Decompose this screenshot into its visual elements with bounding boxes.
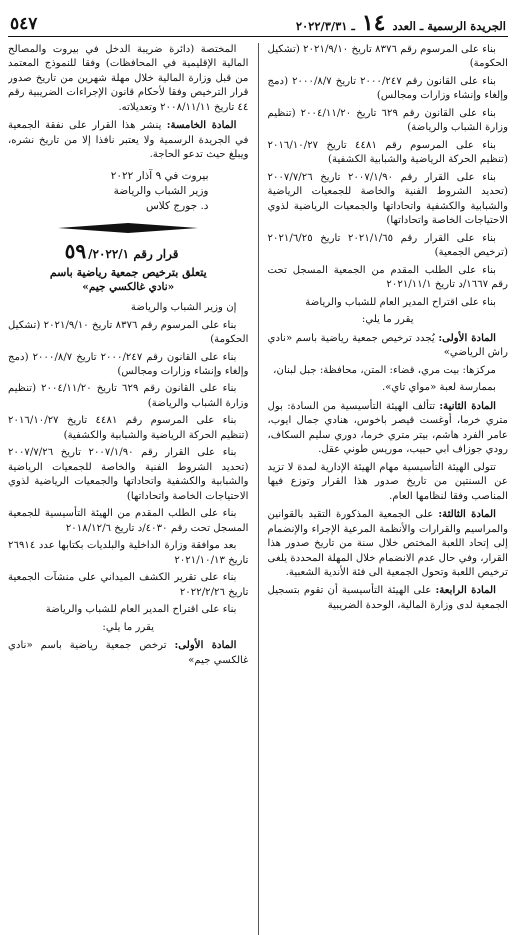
article-paragraph: [268, 331, 509, 361]
left-column: [8, 43, 255, 935]
page-number: ٥٤٧: [10, 14, 38, 34]
paragraph-text: بناء على المرسوم رقم ٤٤٨١ تاريخ ٢٠١٦/١٠/٢٧ (تنظيم الحركة الرياضية والشبابية والكشفية): [8, 415, 249, 441]
paragraph: [8, 43, 249, 115]
paragraph-text: بناء على القرار رقم ٢٠٢١/١/٦٥ تاريخ ٢٠٢١/٦/٢٥ (ترخيص الجمعية): [267, 232, 508, 259]
paragraph-text: ينشر هذا القرار على نفقة الجمعية في الجريدة الرسمية ولا يعتبر نافذا إلا من تاريخ نشره، ويبلغ حيث تدعو الحاجة.: [8, 120, 249, 161]
paragraph-text: بناء على المرسوم رقم ٤٤٨١ تاريخ ٢٠١٦/١٠/٢٧ (تنظيم الحركة الرياضية والشبابية الكشفية): [267, 139, 508, 166]
paragraph-text: بعد موافقة وزارة الداخلية والبلديات بكتابها عدد ٢٦٩١٤ تاريخ ٢٠٢١/١٠/١٣: [8, 540, 249, 566]
paragraph: [8, 539, 249, 568]
signature-name: د. جورج كلاس: [145, 200, 209, 213]
left-column-top: [8, 43, 249, 163]
decision-club-name: «نادي غالكسي جيم»: [82, 281, 175, 294]
decision-subject: يتعلق بترخيص جمعية رياضية باسم: [49, 265, 207, 279]
page-header: [8, 6, 508, 37]
paragraph: [268, 171, 509, 229]
paragraph: [268, 107, 509, 136]
article-paragraph: [268, 583, 509, 613]
signature-role: وزير الشباب والرياضة: [113, 185, 209, 198]
paragraph: [268, 232, 509, 261]
paragraph-text: يقرر ما يلي:: [361, 314, 414, 326]
gazette-name: الجريدة الرسمية ـ العدد: [392, 19, 506, 33]
paragraph: [8, 414, 249, 443]
ornament-divider: [8, 221, 249, 235]
paragraph-text: بناء على المرسوم رقم ٨٣٧٦ تاريخ ٢٠٢١/٩/١٠ (تشكيل الحكومة): [267, 44, 508, 70]
paragraph-text: يقرر ما يلي:: [102, 621, 155, 633]
paragraph-text: بناء على اقتراح المدير العام للشباب والرياضة: [45, 604, 237, 616]
content-columns: [8, 43, 508, 935]
paragraph: [268, 139, 509, 168]
paragraph: [268, 313, 509, 327]
article-label: المادة الثالثة:: [438, 508, 496, 521]
paragraph-text: بناء على القانون رقم ٦٢٩ تاريخ ٢٠٠٤/١١/٢٠ (تنظيم وزارة الشباب والرياضة): [267, 107, 508, 134]
article-paragraph: [8, 638, 249, 668]
paragraph-text: تتولى الهيئة التأسيسية مهام الهيئة الإدارية لمدة لا تزيد عن السنتين من تاريخ صدور هذا القرار وتوزع فيها المناصب وفقا لنظامها العام.: [267, 461, 508, 502]
paragraph-text: بناء على القرار رقم ٢٠٠٧/١/٩٠ تاريخ ٢٠٠٧/٧/٢٦ (تحديد الشروط الفنية والخاصة للجمعيات الرياضية والشبابية والكشفية واتحاداتها والجمعيات الرياضية لذوي الاحتياجات الخاصة واتحاداتها): [8, 447, 249, 502]
paragraph-text: بناء على الطلب المقدم من الهيئة التأسيسية للجمعية المسجل تحت رقم ٤٠٣٠/د تاريخ ٢٠١٨/١٢/٦: [8, 508, 249, 534]
issue-number: ١٤: [361, 10, 386, 36]
paragraph: [268, 296, 509, 310]
article-paragraph: [268, 507, 509, 580]
paragraph: [8, 603, 249, 617]
article-label: المادة الخامسة:: [166, 119, 237, 132]
paragraph-text: بناء على اقتراح المدير العام للشباب والرياضة: [305, 296, 496, 308]
right-column: [262, 43, 509, 935]
decision-prefix: قرار رقم: [133, 246, 179, 261]
ornament-divider-icon: [58, 222, 198, 234]
paragraph: [268, 264, 509, 293]
paragraph-text: ترخص جمعية رياضية باسم «نادي غالكسي جيم»: [8, 640, 249, 666]
paragraph: [8, 446, 249, 504]
paragraph: [8, 351, 249, 380]
header-title: [296, 12, 506, 34]
paragraph: [8, 621, 249, 635]
paragraph: [268, 364, 509, 378]
paragraph-text: بناء على القانون رقم ٢٠٠٠/٢٤٧ تاريخ ٢٠٠٠/٨/٧ (دمج وإلغاء وإنشاء وزارات ومجالس): [8, 351, 249, 377]
paragraph-text: بناء على تقرير الكشف الميداني على منشآت الجمعية تاريخ ٢٠٢٢/٢/٢٦: [8, 572, 249, 598]
issue-date: ـ ٢٠٢٢/٣/٣١: [295, 19, 355, 33]
paragraph: [8, 507, 249, 536]
paragraph: [8, 319, 249, 348]
paragraph: [8, 382, 249, 411]
paragraph: [268, 461, 509, 504]
paragraph-text: إن وزير الشباب والرياضة: [130, 302, 237, 314]
decision-number: ٥٩: [64, 238, 87, 263]
article-label: المادة الأولى:: [174, 639, 237, 652]
paragraph-text: بناء على الطلب المقدم من الجمعية المسجل تحت رقم ١٦٦٧/د تاريخ ٢٠٢١/١١/١: [267, 264, 508, 291]
article-paragraph: [8, 118, 249, 162]
paragraph: [268, 43, 509, 72]
paragraph-text: على الجمعية المذكورة التقيد بالقوانين والمراسيم والقرارات والأنظمة المرعية الإجراء والإنضمام إلى إتحاد اللعبة المختص خلال سنة من تاريخ صدور هذا القرار، وفي حال عدم الانضمام خلال المهلة المحددة يلغى ترخيص اللعبة وتحول الجمعية الى فئة الأندية الشعبية.: [267, 509, 508, 578]
paragraph: [268, 381, 509, 395]
decision-suffix: /٢٠٢٢/١: [88, 246, 130, 261]
paragraph-text: بممارسة لعبة «مواي تاي».: [381, 382, 496, 394]
paragraph-text: يُجدد ترخيص جمعية رياضية باسم «نادي راش الرياضي»: [267, 332, 508, 359]
decision-title: [8, 239, 249, 263]
paragraph: [8, 301, 249, 315]
signature-block: [8, 169, 249, 215]
article-label: المادة الرابعة:: [435, 584, 496, 597]
paragraph-text: بناء على القانون رقم ٦٢٩ تاريخ ٢٠٠٤/١١/٢٠ (تنظيم وزارة الشباب والرياضة): [8, 383, 249, 409]
paragraph: [8, 571, 249, 600]
paragraph-text: بناء على القانون رقم ٢٠٠٠/٢٤٧ تاريخ ٢٠٠٠/٨/٧ (دمج وإلغاء وإنشاء وزارات ومجالس): [267, 75, 508, 102]
article-label: المادة الأولى:: [438, 331, 497, 344]
article-label: المادة الثانية:: [439, 399, 497, 412]
paragraph: [268, 75, 509, 104]
paragraph-text: بناء على القرار رقم ٢٠٠٧/١/٩٠ تاريخ ٢٠٠٧/٧/٢٦ (تحديد الشروط الفنية والخاصة للجمعيات الرياضية والشبابية والكشفية واتحاداتها والجمعيات الرياضية لذوي الاحتياجات الخاصة واتحاداتها): [267, 171, 508, 227]
paragraph-text: بناء على المرسوم رقم ٨٣٧٦ تاريخ ٢٠٢١/٩/١٠ (تشكيل الحكومة): [8, 319, 249, 346]
left-column-bottom: [8, 301, 249, 668]
article-paragraph: [268, 399, 509, 458]
paragraph-text: المختصة (دائرة ضريبة الدخل في بيروت والمصالح المالية الإقليمية في المحافظات) وفقا للنموذج المعتمد من قبل وزارة المالية خلال مهلة شهرين من تاريخ صدور قرار الترخيص وفقا لأحكام قانون الإجراءات الضريبية رقم ٤٤ تاريخ ٢٠٠٨/١١/١١ وتعديلاته.: [8, 44, 249, 113]
column-divider: [258, 43, 259, 935]
paragraph-text: تتألف الهيئة التأسيسية من السادة: بول متري خرما، أوغست قيصر باخوس، هنادي جمال ايوب، عامر الفرد هاشم، بيتر متري خرما، دوري سليم السكاف، رودي جوزاف ابي حبيب، موريس طوني عقل.: [267, 400, 508, 456]
paragraph-text: على الهيئة التأسيسية أن تقوم بتسجيل الجمعية لدى وزارة المالية، الوحدة الضريبية: [267, 585, 508, 611]
paragraph-text: مركزها: بيت مري، قضاء: المتن، محافظة: جبل لبنان،: [273, 364, 496, 376]
signature-place-date: بيروت في ٩ آذار ٢٠٢٢: [110, 169, 209, 182]
